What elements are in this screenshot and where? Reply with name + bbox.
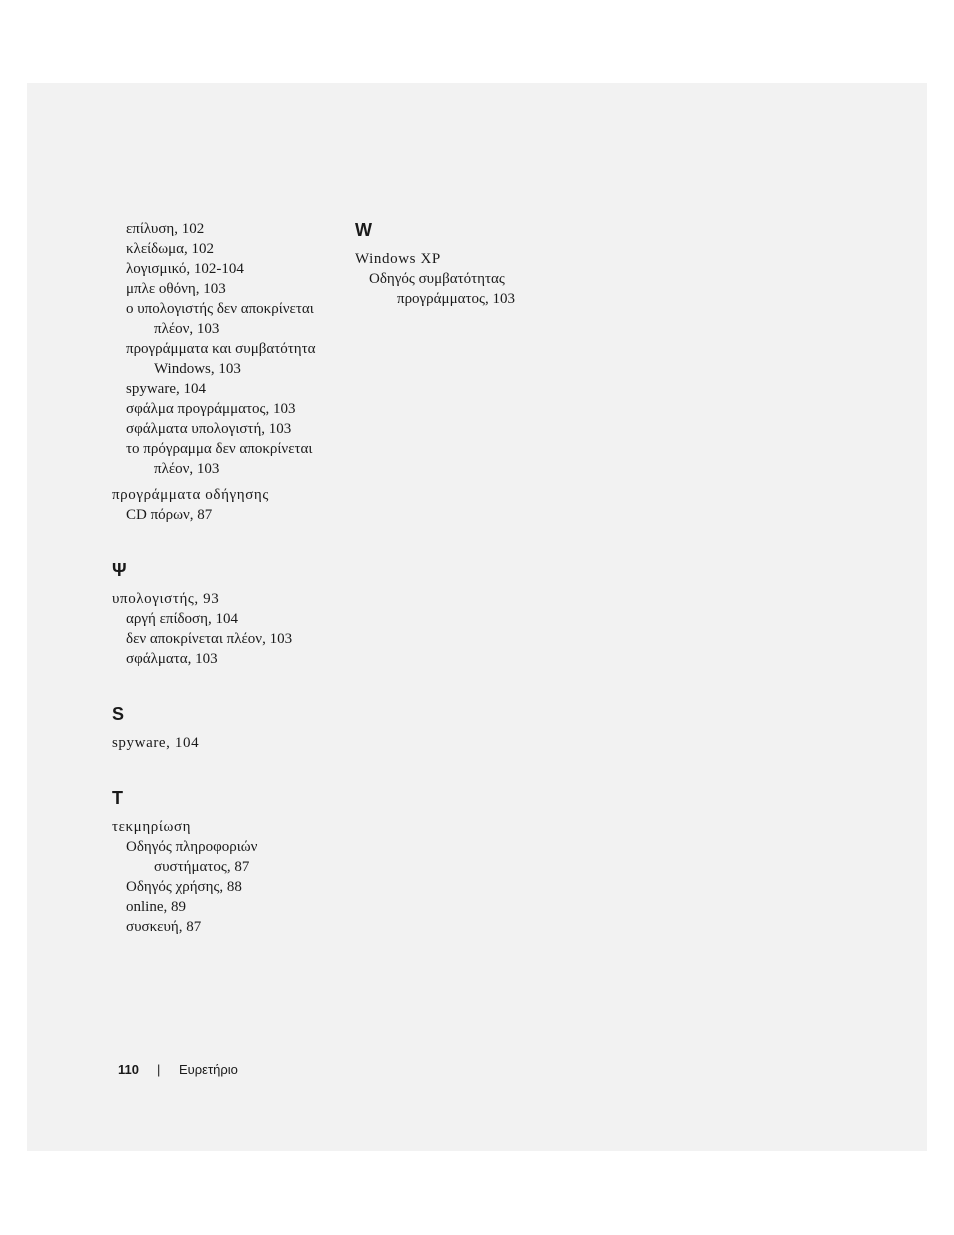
index-subentry: ο υπολογιστής δεν αποκρίνεται xyxy=(126,301,314,317)
index-subentry: κλείδωμα, 102 xyxy=(126,241,215,257)
index-entry: προγράμματα οδήγησης xyxy=(112,487,269,503)
index-column-left xyxy=(112,219,342,937)
index-subentry: Οδηγός χρήσης, 88 xyxy=(126,879,242,895)
footer-title: Ευρετήριο xyxy=(179,1062,238,1077)
index-column-right xyxy=(355,219,585,309)
index-entry: υπολογιστής, 93 xyxy=(112,591,220,607)
index-subentry-continuation: πλέον, 103 xyxy=(154,461,220,477)
index-subentry: Οδηγός συμβατότητας xyxy=(369,271,505,287)
index-subentry: σφάλματα, 103 xyxy=(126,651,218,667)
index-entry: Windows XP xyxy=(355,251,441,267)
footer-separator: | xyxy=(157,1062,161,1077)
index-entry: spyware, 104 xyxy=(112,735,200,751)
index-subentry: δεν αποκρίνεται πλέον, 103 xyxy=(126,631,293,647)
index-subentry: λογισμικό, 102-104 xyxy=(126,261,244,277)
index-subentry: online, 89 xyxy=(126,899,186,915)
index-subentry-continuation: πλέον, 103 xyxy=(154,321,220,337)
index-subentry: σφάλματα υπολογιστή, 103 xyxy=(126,421,292,437)
section-heading-t: T xyxy=(112,788,123,808)
page-number: 110 xyxy=(118,1062,139,1077)
index-subentry: επίλυση, 102 xyxy=(126,221,205,237)
section-heading-w: W xyxy=(355,220,372,240)
index-subentry: Οδηγός πληροφοριών xyxy=(126,839,258,855)
index-entry: τεκμηρίωση xyxy=(112,819,192,835)
index-subentry: spyware, 104 xyxy=(126,381,206,397)
index-subentry: το πρόγραμμα δεν αποκρίνεται xyxy=(126,441,313,457)
section-heading-psi: Ψ xyxy=(112,560,127,580)
index-subentry-continuation: προγράμματος, 103 xyxy=(397,291,515,307)
index-subentry-continuation: Windows, 103 xyxy=(154,361,241,377)
index-subentry: CD πόρων, 87 xyxy=(126,507,213,523)
section-heading-s: S xyxy=(112,704,125,724)
index-subentry-continuation: συστήματος, 87 xyxy=(154,859,250,875)
index-subentry: μπλε οθόνη, 103 xyxy=(126,281,226,297)
index-subentry: συσκευή, 87 xyxy=(126,919,202,935)
index-subentry: αργή επίδοση, 104 xyxy=(126,611,238,627)
index-subentry: προγράμματα και συμβατότητα xyxy=(126,341,316,357)
index-subentry: σφάλμα προγράμματος, 103 xyxy=(126,401,296,417)
